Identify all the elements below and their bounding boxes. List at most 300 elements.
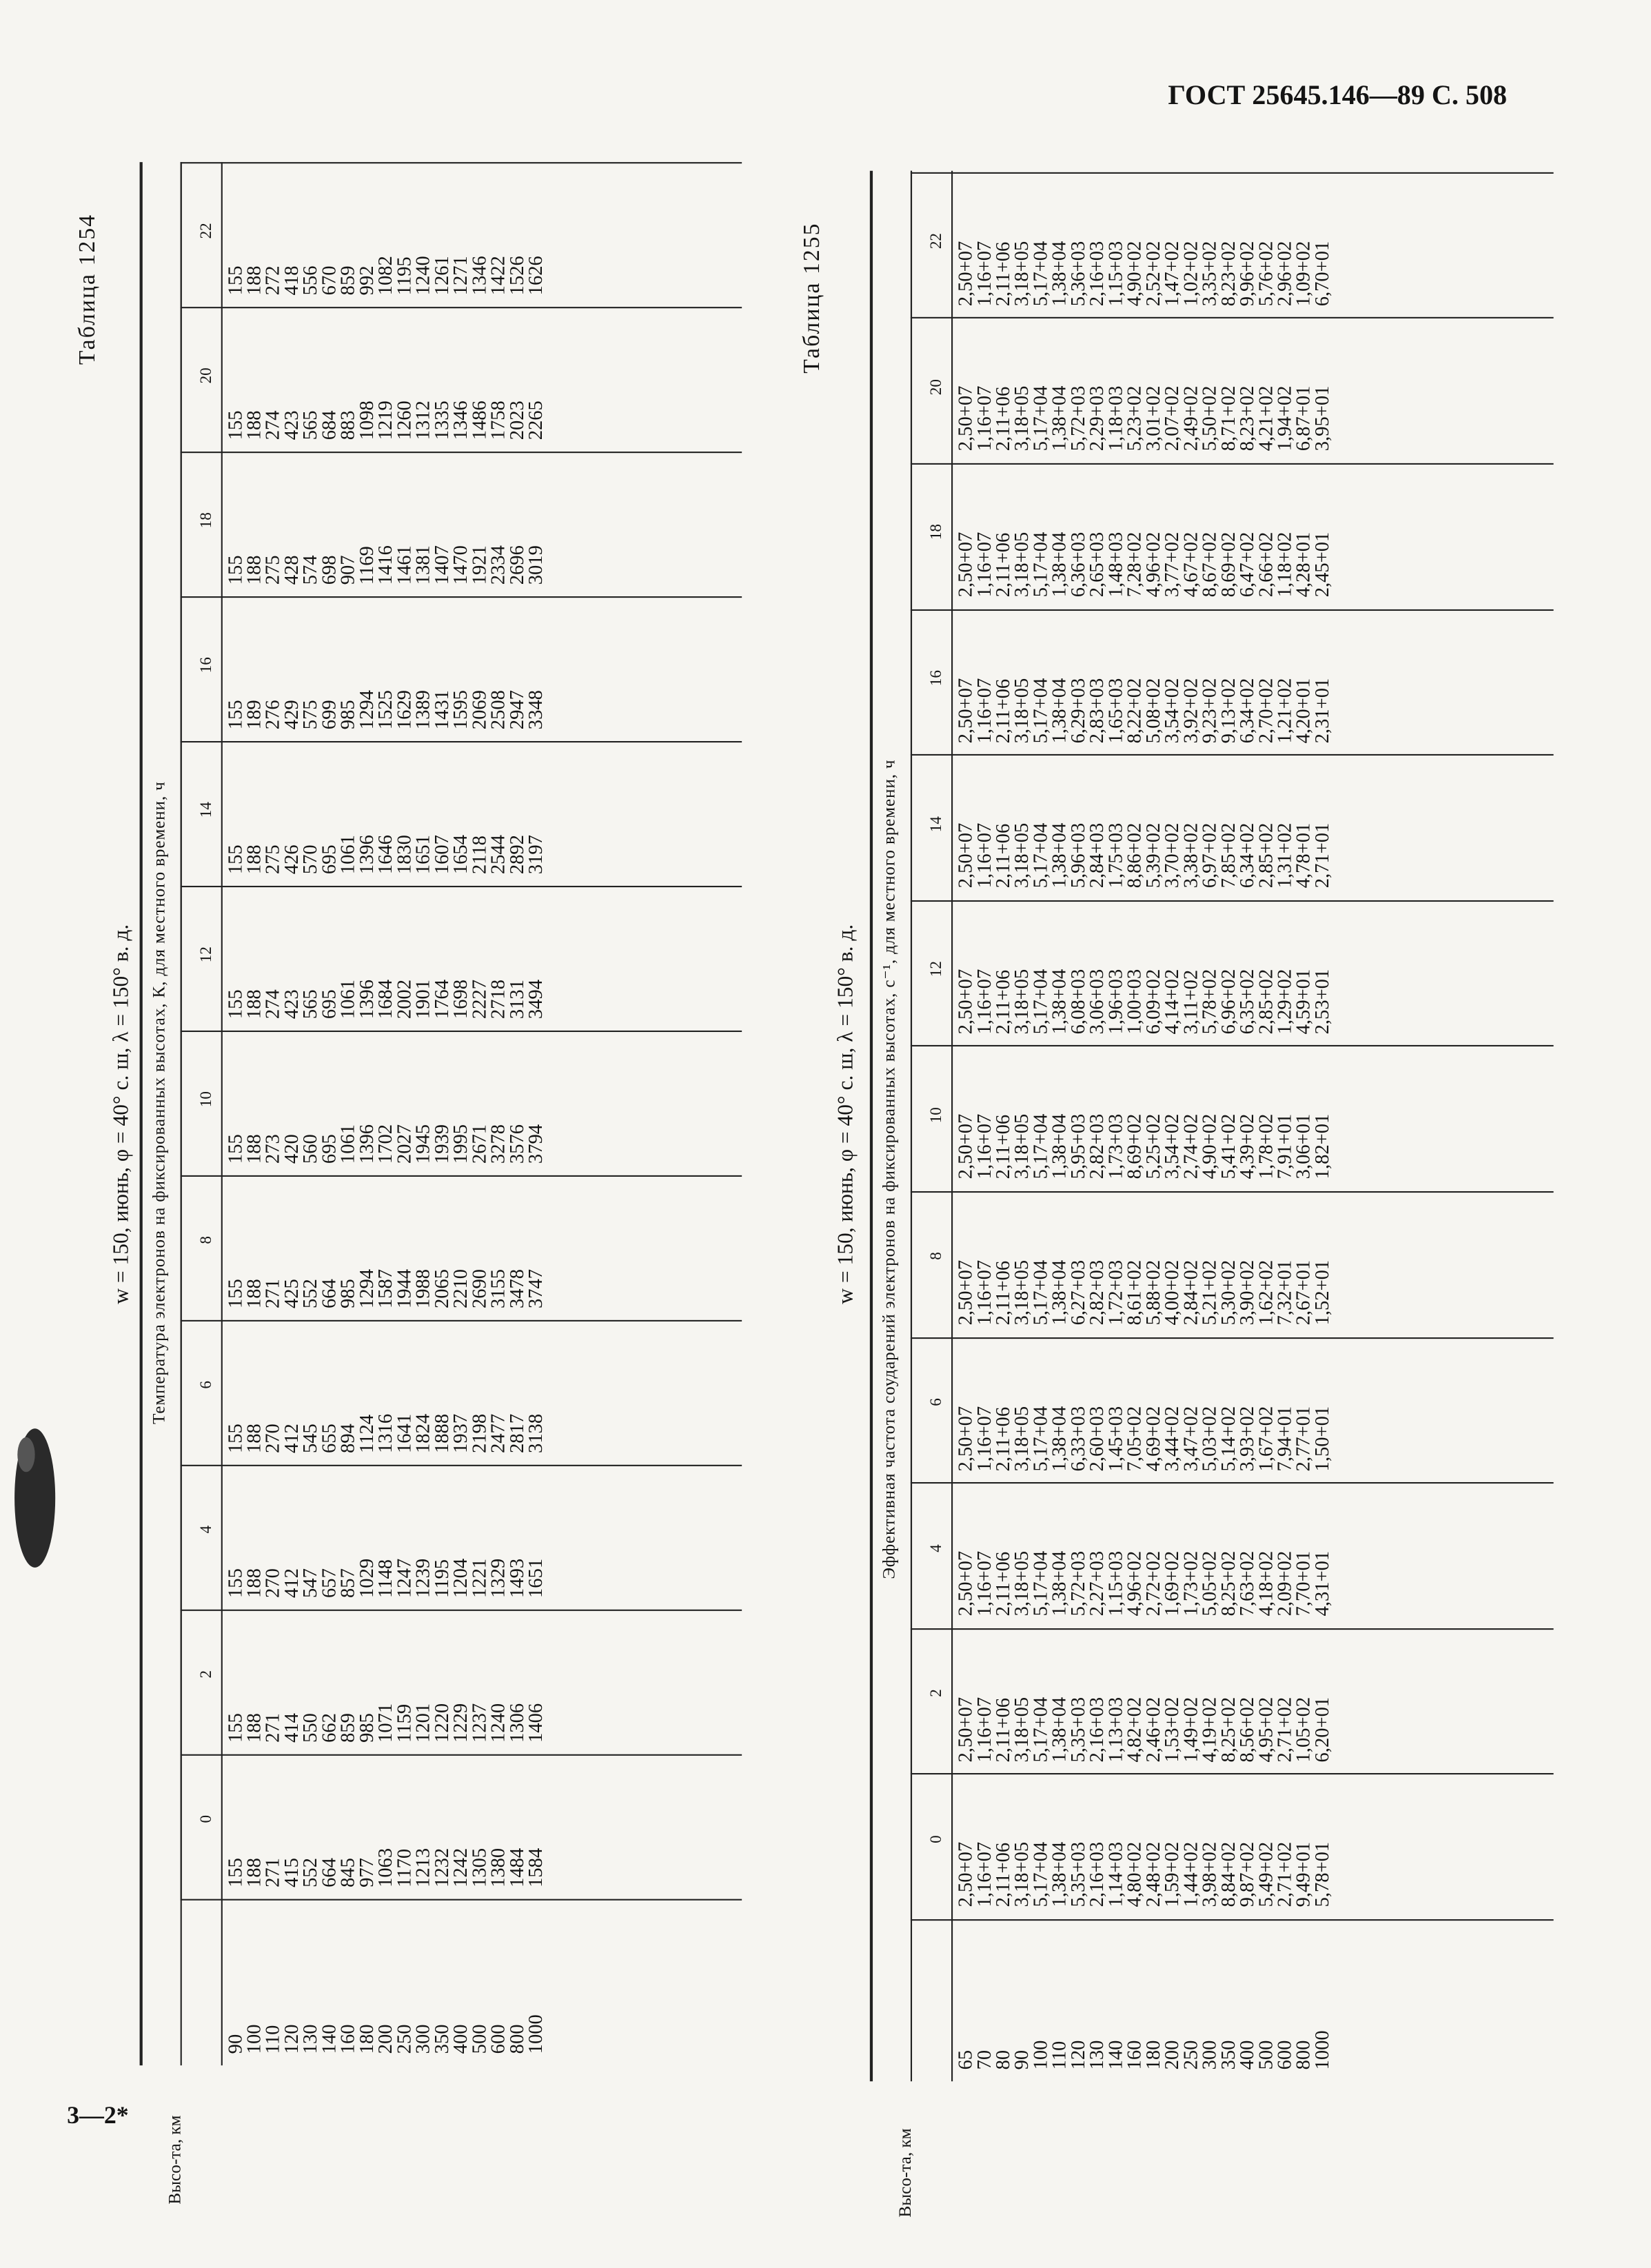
table-cell: 1416	[374, 545, 396, 585]
table-cell: 3,70+02	[1160, 823, 1183, 889]
table-cell: 1,45+03	[1104, 1405, 1126, 1471]
table_1255-column-separator	[911, 1628, 1554, 1630]
data-column	[223, 1766, 547, 1887]
table-cell: 2,74+02	[1179, 1114, 1202, 1180]
table-cell: 684	[318, 410, 340, 441]
table-cell: 3,47+02	[1179, 1405, 1202, 1471]
table-cell: 1396	[355, 980, 378, 1020]
column-hour-header: 6	[928, 1397, 946, 1406]
data-column	[223, 1187, 547, 1309]
table-cell: 2,82+03	[1085, 1114, 1108, 1180]
table-cell: 3138	[524, 1413, 547, 1453]
data-column	[223, 1621, 547, 1743]
table-cell: 1,16+07	[973, 386, 995, 452]
table-cell: 4,96+02	[1123, 1551, 1145, 1617]
table-cell: 420	[280, 1134, 303, 1164]
table-cell: 418	[280, 265, 303, 296]
table-cell: 4,80+02	[1123, 1842, 1145, 1908]
table-cell: 1,62+02	[1254, 1259, 1277, 1326]
table-cell: 188	[243, 1713, 265, 1743]
table-cell: 2,50+07	[954, 1842, 976, 1908]
scan-blot-icon	[3, 1411, 67, 1585]
table-cell: 274	[261, 410, 284, 441]
table-cell: 2027	[393, 1124, 415, 1164]
table-cell: 7,63+02	[1235, 1551, 1258, 1617]
table-cell: 699	[318, 700, 340, 730]
table-cell: 8,86+02	[1123, 823, 1145, 889]
table_1254-altitude-rule	[221, 162, 223, 2065]
table-cell: 3,18+05	[1010, 1405, 1033, 1471]
table-1254-number: Таблица 1254	[75, 213, 101, 365]
table-cell: 1,38+04	[1048, 677, 1071, 743]
table-cell: 1,50+01	[1310, 1405, 1333, 1471]
table-cell: 270	[261, 1568, 284, 1598]
table-cell: 565	[298, 989, 321, 1020]
table_1255-left-rule	[870, 171, 873, 2081]
table-cell: 1824	[412, 1413, 434, 1453]
table-cell: 1,31+02	[1273, 823, 1295, 889]
table-cell: 1247	[393, 1558, 415, 1598]
table-cell: 5,88+02	[1142, 1259, 1164, 1326]
table-cell: 2,46+02	[1142, 1697, 1164, 1763]
table-cell: 1240	[412, 256, 434, 296]
table-cell: 1294	[355, 690, 378, 730]
table-cell: 1484	[505, 1847, 528, 1887]
table-cell: 1,16+07	[973, 969, 995, 1034]
table-cell: 188	[243, 1424, 265, 1453]
table-cell: 6,35+02	[1235, 969, 1258, 1034]
table-cell: 1584	[524, 1847, 547, 1887]
table-cell: 1029	[355, 1558, 378, 1598]
data-column	[954, 1057, 1333, 1180]
column-hour-header: 6	[197, 1381, 216, 1389]
table-cell: 1944	[393, 1268, 415, 1309]
table-cell: 5,39+02	[1142, 823, 1164, 889]
table-cell: 1346	[449, 401, 472, 441]
table-cell: 2,84+03	[1085, 823, 1108, 889]
altitude-value: 80	[991, 2049, 1014, 2070]
table-cell: 8,25+02	[1217, 1551, 1239, 1617]
table-cell: 2,85+02	[1254, 823, 1277, 889]
table-cell: 8,23+02	[1217, 241, 1239, 306]
table-cell: 5,76+02	[1254, 241, 1277, 306]
table-cell: 1698	[449, 980, 472, 1020]
table-cell: 1,15+03	[1104, 241, 1126, 306]
data-column	[223, 174, 547, 296]
table-cell: 1945	[412, 1124, 434, 1164]
table-cell: 3,18+05	[1010, 1697, 1033, 1763]
table-cell: 1888	[430, 1413, 453, 1453]
altitude-value: 130	[298, 2024, 321, 2054]
column-hour-header: 22	[197, 223, 216, 239]
table-cell: 8,61+02	[1123, 1259, 1145, 1326]
table-cell: 3019	[524, 545, 547, 585]
table-cell: 3131	[505, 980, 528, 1020]
data-column	[223, 1477, 547, 1598]
table-cell: 1,53+02	[1160, 1697, 1183, 1763]
table-cell: 2,50+07	[954, 969, 976, 1034]
table-cell: 1,38+04	[1048, 823, 1071, 889]
column-hour-header: 16	[197, 657, 216, 674]
altitude-value: 180	[355, 2024, 378, 2054]
table-cell: 3,18+05	[1010, 1551, 1033, 1617]
table-cell: 1525	[374, 690, 396, 730]
table-cell: 1486	[467, 401, 490, 441]
table-cell: 2198	[467, 1413, 490, 1453]
table-cell: 3,38+02	[1179, 823, 1202, 889]
table-cell: 3,35+02	[1198, 241, 1220, 306]
table-cell: 2544	[487, 835, 509, 875]
table-cell: 4,95+02	[1254, 1697, 1277, 1763]
table-cell: 1219	[374, 401, 396, 441]
table-cell: 6,20+01	[1310, 1697, 1333, 1763]
table-cell: 1240	[487, 1703, 509, 1743]
table-cell: 8,23+02	[1235, 386, 1258, 452]
data-column	[223, 1042, 547, 1164]
table-cell: 155	[223, 1279, 246, 1309]
column-hour-header: 2	[928, 1689, 946, 1697]
table-cell: 560	[298, 1134, 321, 1164]
table-cell: 2,72+02	[1142, 1551, 1164, 1617]
table-cell: 188	[243, 410, 265, 441]
altitude-value: 600	[487, 2024, 509, 2054]
table-cell: 4,59+01	[1292, 969, 1315, 1034]
table-cell: 4,00+02	[1160, 1259, 1183, 1326]
table-cell: 1626	[524, 256, 547, 296]
table-cell: 5,17+04	[1029, 969, 1051, 1034]
table-cell: 5,35+03	[1066, 1842, 1089, 1908]
table-cell: 3,54+02	[1160, 1114, 1183, 1180]
table-cell: 4,78+01	[1292, 823, 1315, 889]
table-cell: 1294	[355, 1268, 378, 1309]
table-cell: 2,77+01	[1292, 1405, 1315, 1471]
table-cell: 1335	[430, 401, 453, 441]
table-cell: 2,11+06	[991, 532, 1014, 598]
table-cell: 3,18+05	[1010, 1114, 1033, 1180]
table-cell: 5,49+02	[1254, 1842, 1277, 1908]
table-cell: 1195	[430, 1559, 453, 1598]
table-cell: 2,11+06	[991, 824, 1014, 889]
table-cell: 3155	[487, 1268, 509, 1309]
table-cell: 1,05+02	[1292, 1697, 1315, 1763]
page-marker: 3—2*	[67, 2101, 129, 2129]
table_1255-column-separator	[911, 1919, 1554, 1921]
table-cell: 1381	[412, 545, 434, 585]
table-cell: 552	[298, 1858, 321, 1887]
altitude-value: 90	[223, 2034, 246, 2054]
table-cell: 985	[355, 1713, 378, 1743]
table-cell: 859	[336, 265, 359, 296]
table-cell: 5,05+02	[1198, 1551, 1220, 1617]
table-cell: 3747	[524, 1268, 547, 1309]
altitude-value: 200	[374, 2024, 396, 2054]
table-cell: 3,01+02	[1142, 386, 1164, 452]
table-cell: 1261	[430, 256, 453, 296]
table-cell: 1271	[449, 256, 472, 296]
table-cell: 3576	[505, 1124, 528, 1164]
table-cell: 270	[261, 1424, 284, 1453]
table-cell: 5,95+03	[1066, 1114, 1089, 1180]
table-cell: 273	[261, 1134, 284, 1164]
table-cell: 1629	[393, 690, 415, 730]
table-cell: 1,38+04	[1048, 531, 1071, 598]
table_1254-column-separator	[181, 307, 742, 308]
table-cell: 155	[223, 1713, 246, 1743]
table-1254-caption: Температура электронов на фиксированных высотах, К, для местного времени, ч	[148, 781, 169, 1425]
table_1255-altitude-rule	[951, 171, 953, 2081]
table-cell: 1526	[505, 256, 528, 296]
table-cell: 7,94+01	[1273, 1405, 1295, 1471]
table-cell: 2,11+06	[991, 678, 1014, 743]
data-column	[223, 1332, 547, 1453]
table-cell: 1,09+02	[1292, 241, 1315, 306]
table-cell: 1169	[355, 546, 378, 585]
table-cell: 5,78+02	[1198, 969, 1220, 1034]
table-cell: 1,16+07	[973, 1697, 995, 1763]
table-cell: 1148	[374, 1559, 396, 1598]
table-cell: 574	[298, 555, 321, 585]
table-1255-subtitle: w = 150, июнь, φ = 40° с. ш, λ = 150° в. д.	[835, 924, 858, 1305]
table-cell: 695	[318, 844, 340, 875]
table-cell: 2023	[505, 401, 528, 441]
table-cell: 1702	[374, 1124, 396, 1164]
table-cell: 1,38+04	[1048, 1551, 1071, 1617]
table-cell: 4,21+02	[1254, 386, 1277, 452]
table-cell: 1651	[524, 1558, 547, 1598]
table-cell: 1,16+07	[973, 241, 995, 306]
table-1255-caption: Эффективная частота соударений электронов на фиксированных высотах, с⁻¹, для местного времени, ч	[878, 759, 900, 1580]
table-cell: 664	[318, 1279, 340, 1309]
table-cell: 272	[261, 265, 284, 296]
table-cell: 2,29+03	[1085, 386, 1108, 452]
altitude-value: 110	[1048, 2041, 1071, 2070]
table-cell: 1,38+04	[1048, 1842, 1071, 1908]
column-hour-header: 8	[197, 1236, 216, 1244]
table_1254-column-separator	[181, 1320, 742, 1322]
table-cell: 977	[355, 1858, 378, 1887]
table-1254-altitude-header: Высо-та, км	[164, 2115, 185, 2205]
table-cell: 7,32+01	[1273, 1259, 1295, 1326]
altitude-value: 100	[243, 2024, 265, 2054]
table-cell: 155	[223, 989, 246, 1020]
column-hour-header: 12	[197, 946, 216, 963]
table-cell: 1242	[449, 1847, 472, 1887]
table-cell: 1346	[467, 256, 490, 296]
table-cell: 412	[280, 1568, 303, 1598]
column-hour-header: 10	[928, 1106, 946, 1123]
table-cell: 1316	[374, 1413, 396, 1453]
altitude-value: 300	[1198, 2040, 1220, 2070]
table-cell: 2334	[487, 545, 509, 585]
table-cell: 5,17+04	[1029, 1405, 1051, 1471]
table-cell: 1201	[412, 1703, 434, 1743]
table-cell: 276	[261, 700, 284, 730]
altitude-value: 100	[1029, 2040, 1051, 2070]
altitude-value: 120	[280, 2024, 303, 2054]
table-1254	[140, 162, 742, 2205]
table-cell: 155	[223, 1424, 246, 1453]
table-cell: 5,17+04	[1029, 1842, 1051, 1908]
column-hour-header: 16	[928, 669, 946, 686]
table-cell: 3,11+02	[1179, 969, 1202, 1034]
table_1254-column-separator	[181, 1175, 742, 1177]
table-cell: 6,70+01	[1310, 241, 1333, 306]
table-cell: 2,11+06	[991, 1406, 1014, 1471]
table-cell: 275	[261, 555, 284, 585]
table-cell: 6,36+03	[1066, 531, 1089, 598]
table-cell: 5,72+03	[1066, 386, 1089, 452]
altitude-value: 800	[1292, 2040, 1315, 2070]
table-cell: 2,31+01	[1310, 677, 1333, 743]
table-cell: 1,94+02	[1273, 386, 1295, 452]
table-cell: 1,52+01	[1310, 1259, 1333, 1326]
table-cell: 2,50+07	[954, 1697, 976, 1763]
table-cell: 3,77+02	[1160, 531, 1183, 598]
table-cell: 5,25+02	[1142, 1114, 1164, 1180]
table-cell: 5,17+04	[1029, 1114, 1051, 1180]
column-hour-header: 0	[928, 1834, 946, 1843]
table-cell: 1422	[487, 256, 509, 296]
table-cell: 4,18+02	[1254, 1551, 1277, 1617]
table-cell: 1,47+02	[1160, 241, 1183, 306]
table-cell: 155	[223, 1858, 246, 1887]
table-cell: 1232	[430, 1847, 453, 1887]
table-cell: 1641	[393, 1413, 415, 1453]
table-cell: 1329	[487, 1558, 509, 1598]
table-cell: 188	[243, 1134, 265, 1164]
table-cell: 423	[280, 410, 303, 441]
table-cell: 4,82+02	[1123, 1697, 1145, 1763]
table-cell: 3,92+02	[1179, 677, 1202, 743]
table-cell: 2,11+06	[991, 1697, 1014, 1763]
table-cell: 3,18+05	[1010, 677, 1033, 743]
table-cell: 415	[280, 1858, 303, 1887]
table-cell: 5,17+04	[1029, 1551, 1051, 1617]
table-cell: 1061	[336, 1124, 359, 1164]
table-cell: 907	[336, 555, 359, 585]
table-cell: 2,50+07	[954, 1551, 976, 1617]
table-cell: 2,49+02	[1179, 386, 1202, 452]
table_1255-column-separator	[911, 172, 1554, 173]
table-cell: 2,50+07	[954, 1259, 976, 1326]
table_1255-column-separator	[911, 1337, 1554, 1338]
table-cell: 1830	[393, 835, 415, 875]
table-cell: 3,18+05	[1010, 1259, 1033, 1326]
table-cell: 4,90+02	[1123, 241, 1145, 306]
table-cell: 2,52+02	[1142, 241, 1164, 306]
table-cell: 2,60+03	[1085, 1405, 1108, 1471]
table-cell: 2508	[487, 690, 509, 730]
table-cell: 188	[243, 1568, 265, 1598]
table-cell: 9,49+01	[1292, 1842, 1315, 1908]
table_1255-column-separator	[911, 1482, 1554, 1484]
table-cell: 274	[261, 989, 284, 1020]
altitude-value: 400	[449, 2024, 472, 2054]
table-cell: 188	[243, 1279, 265, 1309]
data-column	[954, 183, 1333, 306]
table-cell: 1937	[449, 1413, 472, 1453]
table-cell: 1,69+02	[1160, 1551, 1183, 1617]
table-cell: 3,18+05	[1010, 1842, 1033, 1908]
table-cell: 189	[243, 700, 265, 730]
table-cell: 3,54+02	[1160, 677, 1183, 743]
table-cell: 155	[223, 1568, 246, 1598]
table-cell: 1,14+03	[1104, 1842, 1126, 1908]
table-cell: 3,18+05	[1010, 823, 1033, 889]
table-cell: 5,17+04	[1029, 531, 1051, 598]
table-cell: 2,16+03	[1085, 241, 1108, 306]
table-cell: 275	[261, 844, 284, 875]
table-cell: 670	[318, 265, 340, 296]
table-cell: 6,33+03	[1066, 1405, 1089, 1471]
table-cell: 6,97+02	[1198, 823, 1220, 889]
table-cell: 1,38+04	[1048, 386, 1071, 452]
table-cell: 1237	[467, 1703, 490, 1743]
data-column	[954, 1348, 1333, 1471]
table-cell: 188	[243, 555, 265, 585]
table-cell: 1,16+07	[973, 531, 995, 598]
table_1255-column-separator	[911, 1046, 1554, 1047]
table-cell: 155	[223, 700, 246, 730]
data-column	[223, 463, 547, 585]
table-cell: 2,11+06	[991, 1115, 1014, 1180]
table_1255-column-separator	[911, 900, 1554, 902]
table-cell: 655	[318, 1424, 340, 1453]
table-cell: 2,50+07	[954, 1114, 976, 1180]
table_1254-left-rule	[140, 162, 143, 2065]
table-cell: 1,67+02	[1254, 1405, 1277, 1471]
table-cell: 1,78+02	[1254, 1114, 1277, 1180]
table-cell: 155	[223, 555, 246, 585]
table-cell: 3,93+02	[1235, 1405, 1258, 1471]
table_1254-column-separator	[181, 1899, 742, 1901]
table-cell: 1,72+03	[1104, 1259, 1126, 1326]
table-cell: 695	[318, 1134, 340, 1164]
column-hour-header: 20	[928, 378, 946, 395]
table-cell: 3,44+02	[1160, 1405, 1183, 1471]
table-cell: 1939	[430, 1124, 453, 1164]
table-cell: 1,16+07	[973, 1259, 995, 1326]
table-cell: 6,96+02	[1217, 969, 1239, 1034]
table-cell: 6,29+03	[1066, 677, 1089, 743]
table-cell: 1493	[505, 1558, 528, 1598]
table-cell: 1,38+04	[1048, 1697, 1071, 1763]
table-1255-altitude-header: Высо-та, км	[894, 2127, 915, 2218]
table-cell: 1,16+07	[973, 1842, 995, 1908]
table-cell: 1,13+03	[1104, 1697, 1126, 1763]
table-cell: 5,23+02	[1123, 386, 1145, 452]
altitude-value: 120	[1066, 2040, 1089, 2070]
table-cell: 1,73+02	[1179, 1551, 1202, 1617]
table-cell: 1061	[336, 835, 359, 875]
table-cell: 2718	[487, 980, 509, 1020]
table-cell: 5,17+04	[1029, 1259, 1051, 1326]
table_1254-column-separator	[181, 1031, 742, 1032]
table-cell: 425	[280, 1279, 303, 1309]
table-cell: 1221	[467, 1558, 490, 1598]
data-column	[954, 1639, 1333, 1763]
data-column	[954, 1203, 1333, 1326]
table_1254-column-separator	[181, 596, 742, 598]
table-cell: 6,34+02	[1235, 677, 1258, 743]
table-cell: 1071	[374, 1703, 396, 1743]
table-cell: 3,18+05	[1010, 969, 1033, 1034]
table-cell: 1,73+03	[1104, 1114, 1126, 1180]
altitude-value: 800	[505, 2024, 528, 2054]
table-cell: 4,90+02	[1198, 1114, 1220, 1180]
table-cell: 1312	[412, 401, 434, 441]
table-cell: 1431	[430, 690, 453, 730]
